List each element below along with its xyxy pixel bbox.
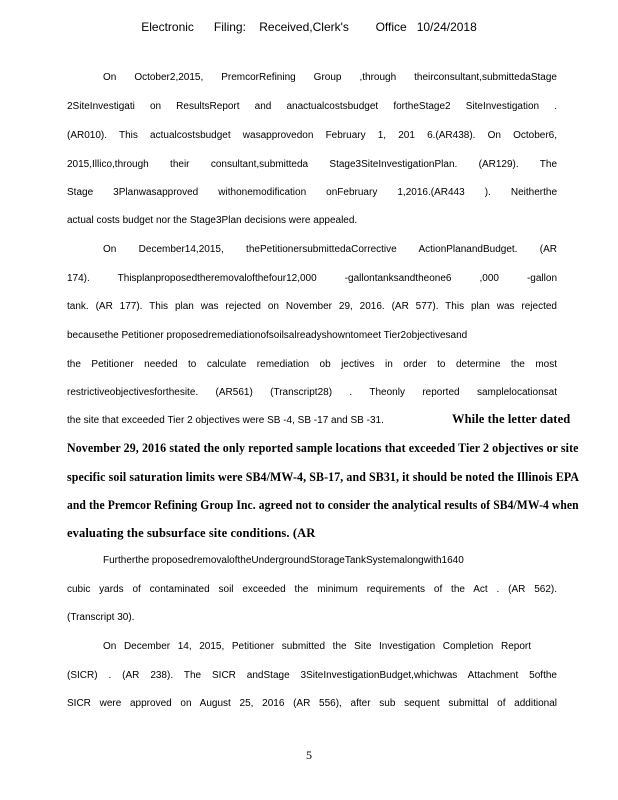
text-line-4: 2015,Illico,through their consultant,submitteda Stage3SiteInvestigationPlan. (AR129). The [67,159,557,170]
text-line-1: On October2,2015, PremcorRefining Group ,through theirconsultant,submittedaStage [103,72,557,83]
text-line-7: On December14,2015, thePetitionersubmittedaCorrective ActionPlanandBudget. (AR [103,244,557,255]
bold-line-2: specific soil saturation limits were SB4/MW-4, SB-17, and SB31, it should be noted the Illinois EPA [67,470,580,484]
text-line-3: (AR010). This actualcostsbudget wasapprovedon February 1, 201 6.(AR438). On October6, [67,130,557,141]
text-line-13: the site that exceeded Tier 2 objectives were SB -4, SB -17 and SB -31. [67,415,384,426]
text-line-16: (Transcript 30). [67,612,135,623]
bold-inline-phrase: While the letter dated [452,412,571,426]
electronic-filing-header: Electronic Filing: Received,Clerk's Office 10/24/2018 [141,20,477,34]
bold-line-4: evaluating the subsurface site conditions. (AR [67,526,316,540]
text-line-6: actual costs budget nor the Stage3Plan decisions were appealed. [67,215,358,226]
text-line-19: SICR were approved on August 25, 2016 (AR 556), after sub sequent submittal of additional [67,698,557,709]
text-line-2: 2SiteInvestigati on ResultsReport and anactualcostsbudget fortheStage2 SiteInvestigation . [67,101,557,112]
bold-line-1: November 29, 2016 stated the only reported sample locations that exceeded Tier 2 objectives or site [67,441,579,455]
bold-line-3: and the Premcor Refining Group Inc. agreed not to consider the analytical results of SB4/MW-4 when [67,498,579,512]
text-line-10: becausethe Petitioner proposedremediationofsoilsalreadyshowntomeet Tier2objectivesand [67,330,468,341]
text-line-17: On December 14, 2015, Petitioner submitted the Site Investigation Completion Report [103,641,531,652]
text-line-18: (SICR) . (AR 238). The SICR andStage 3SiteInvestigationBudget,whichwas Attachment 5ofthe [67,670,557,681]
text-line-15: cubic yards of contaminated soil exceeded the minimum requirements of the Act . (AR 562). [67,584,557,595]
text-line-8: 174). Thisplanproposedtheremovalofthefour12,000 -gallontanksandtheone6 ,000 -gallon [67,273,557,284]
text-line-14: Furtherthe proposedremovaloftheUndergroundStorageTankSystemalongwith1640 [103,555,464,566]
text-line-11: the Petitioner needed to calculate remediation ob jectives in order to determine the most [67,359,557,370]
text-line-9: tank. (AR 177). This plan was rejected on November 29, 2016. (AR 577). This plan was rejected [67,301,557,312]
text-line-5: Stage 3Planwasapproved withonemodification onFebruary 1,2016.(AR443 ). Neitherthe [67,187,557,198]
page-number: 5 [306,748,312,762]
text-line-12: restrictiveobjectivesforthesite. (AR561) (Transcript28) . Theonly reported samplelocationsat [67,387,557,398]
